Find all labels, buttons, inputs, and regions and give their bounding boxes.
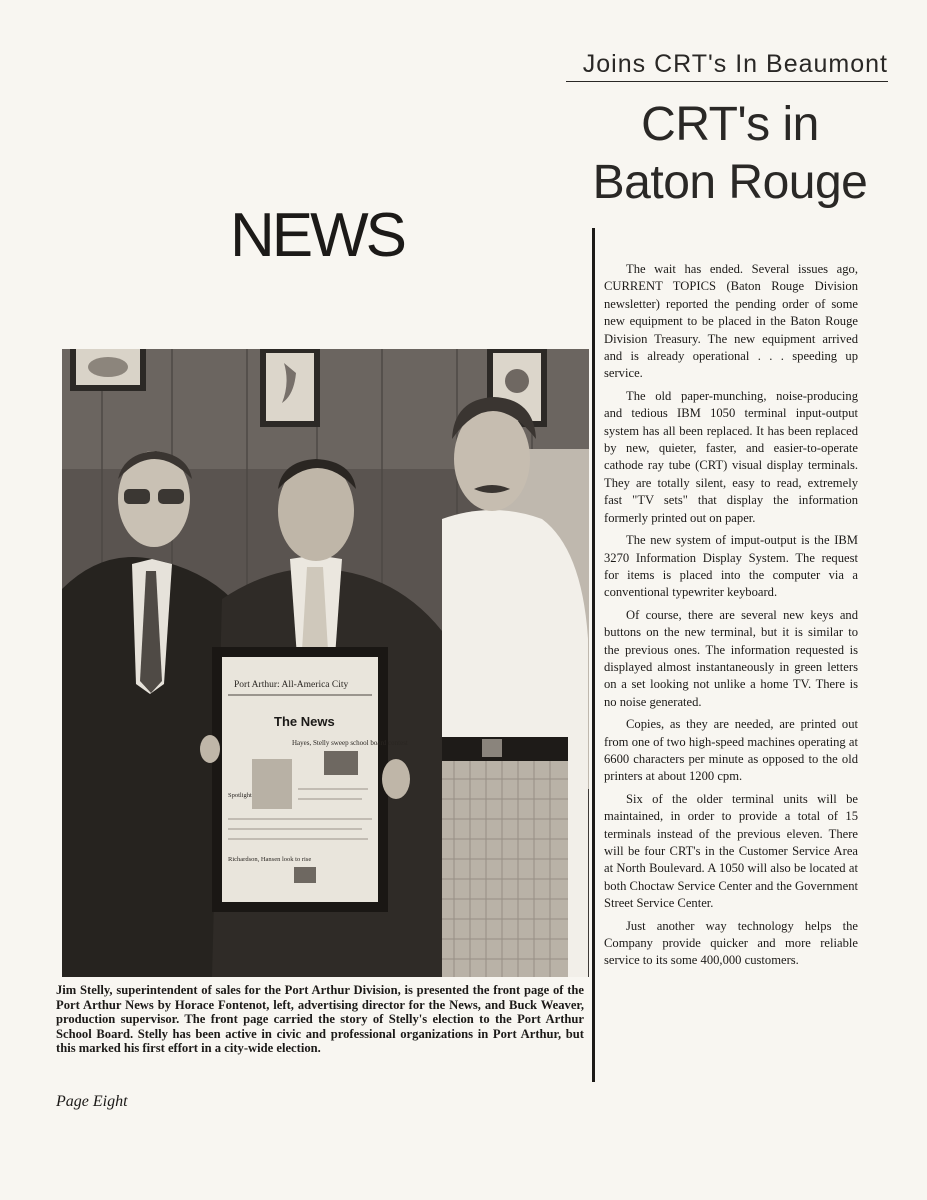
article-paragraph: Copies, as they are needed, are printed out from one of two high-speed machines operating at 6600 characters per minute as opposed to the old printers at about 1200 cpm. — [604, 717, 858, 784]
article-paragraph: Of course, there are several new keys and buttons on the new terminal, but it is similar to the previous ones. The information requested is displayed almost instantaneously in green letters on a set looking not unlike a home TV. There is no noise generated. — [604, 607, 858, 709]
news-photo-illustration — [62, 349, 589, 977]
article-body — [604, 261, 858, 975]
frame-headline: Hayes, Stelly sweep school board contest — [292, 739, 408, 747]
frame-lower: Richardson, Hansen look to rise — [228, 856, 312, 863]
framed-newspaper — [212, 647, 408, 912]
page-number: Page Eight — [56, 1093, 128, 1110]
article-paragraph: Six of the older terminal units will be maintained, in order to provide a total of 15 terminals instead of the previous eleven. There will be four CRT's in the Customer Service Area at North Boulevard. A 1050 will also be located at both Choctaw Service Center and the Government Street Service Center. — [604, 791, 858, 911]
frame-header: Port Arthur: All-America City — [234, 680, 349, 690]
photo-caption: Jim Stelly, superintendent of sales for the Port Arthur Division, is presented the front page of the Port Arthur News by Horace Fontenot, left, advertising director for the News, and Buck Weaver, production supervisor. The front page carried the story of Stelly's election to the Port Arthur School Board. Stelly has been active in civic and professional organizations in Port Arthur, but this marked his first effort in a city-wide election. — [56, 983, 584, 1055]
article-paragraph: The old paper-munching, noise-producing and tedious IBM 1050 terminal input-output system has all been replaced. It has been replaced by new, quieter, faster, and easier-to-operate cathode ray tube (CRT) visual display terminals. They are totally silent, easy to read, extremely fast "TV sets" that display the information formerly printed out on paper. — [604, 388, 858, 525]
kicker-headline: Joins CRT's In Beaumont — [566, 50, 888, 82]
frame-sidebar: Spotlight — [228, 792, 252, 799]
news-section-title: NEWS — [230, 201, 404, 270]
article-paragraph: The wait has ended. Several issues ago, CURRENT TOPICS (Baton Rouge Division newsletter) reported the pending order of some new equipment to be placed in the Baton Rouge Division Treasury. The new equipment arrived and is already operational . . . speeding up service. — [604, 262, 858, 381]
article-paragraph: The new system of imput-output is the IBM 3270 Information Display System. The request for items is placed into the computer via a conventional typewriter keyboard. — [604, 533, 858, 600]
wall-print-center — [260, 349, 320, 427]
headline-line-2: Baton Rouge — [592, 156, 868, 209]
frame-masthead: The News — [274, 714, 335, 729]
headline-line-1: CRT's in — [641, 98, 819, 151]
news-photo — [62, 349, 589, 977]
article-headline — [560, 96, 900, 212]
column-rule — [592, 228, 595, 1082]
article-paragraph: Just another way technology helps the Company provide quicker and more reliable service to its some 400,000 customers. — [604, 918, 858, 968]
wall-print-left — [70, 349, 146, 391]
